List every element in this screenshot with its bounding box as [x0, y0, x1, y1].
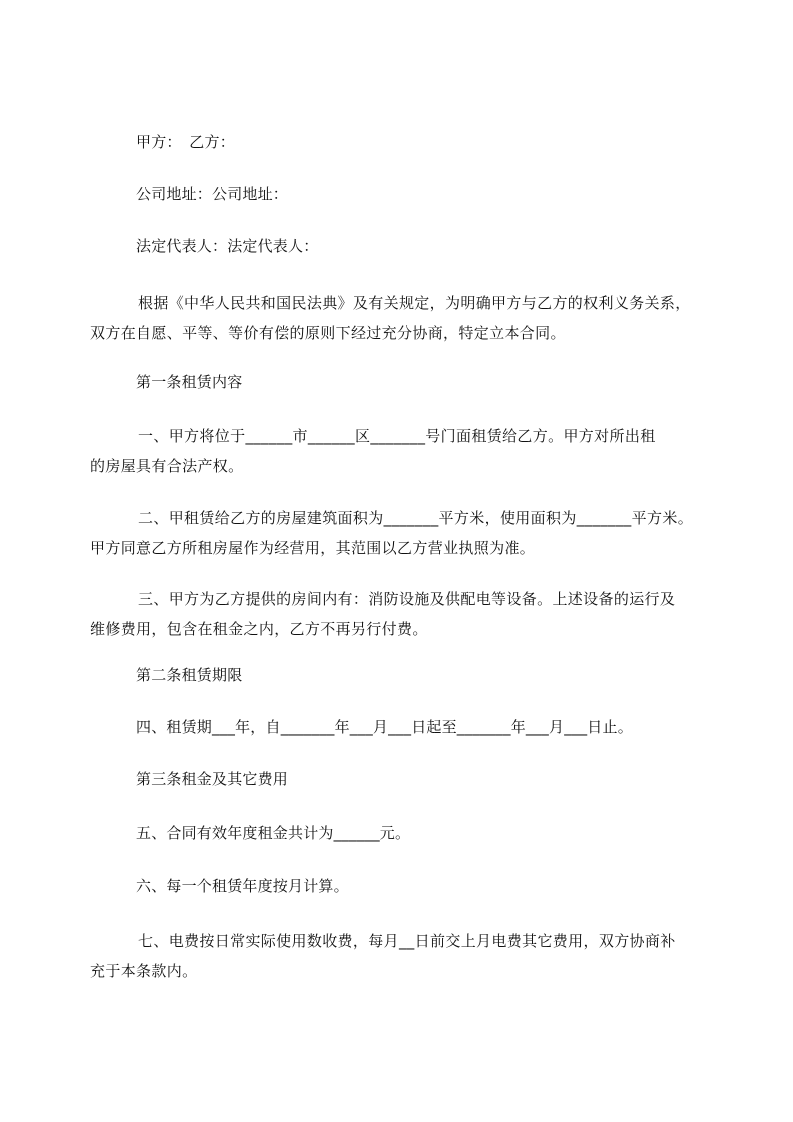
clause-1-paragraph [90, 421, 710, 481]
preamble-line-2: 双方在自愿、平等、等价有偿的原则下经过充分协商，特定立本合同。 [90, 324, 566, 342]
party-line: 甲方： 乙方： [136, 133, 235, 151]
legal-representative-line: 法定代表人：法定代表人： [136, 237, 319, 255]
clause-7-line-2: 充于本条款内。 [90, 962, 198, 980]
clause-2-line-2: 甲方同意乙方所租房屋作为经营用，其范围以乙方营业执照为准。 [90, 539, 536, 557]
clause-7-line-1: 七、电费按日常实际使用数收费，每月__日前交上月电费其它费用，双方协商补 [138, 932, 676, 950]
article-1-title: 第一条租赁内容 [136, 373, 243, 391]
company-address-line: 公司地址：公司地址： [136, 185, 289, 203]
preamble-line-1: 根据《中华人民共和国民法典》及有关规定，为明确甲方与乙方的权利义务关系， [138, 294, 691, 312]
clause-2-line-1: 二、甲租赁给乙方的房屋建筑面积为_______平方米，使用面积为_______平方米。 [138, 509, 694, 527]
clause-7-paragraph [90, 926, 710, 986]
clause-1-line-2: 的房屋具有合法产权。 [90, 457, 244, 475]
clause-2-paragraph [90, 503, 710, 563]
clause-3-paragraph [90, 584, 710, 644]
clause-1-line-1: 一、甲方将位于______市______区_______号门面租赁给乙方。甲方对所出租 [138, 427, 656, 445]
clause-3-line-1: 三、甲方为乙方提供的房间内有：消防设施及供配电等设备。上述设备的运行及 [138, 590, 676, 608]
article-2-title: 第二条租赁期限 [136, 666, 243, 684]
clause-5-line: 五、合同有效年度租金共计为______元。 [136, 824, 411, 842]
preamble-paragraph [90, 288, 710, 348]
article-3-title: 第三条租金及其它费用 [136, 770, 289, 788]
clause-4-line: 四、租赁期___年，自_______年___月___日起至_______年___月___日止。 [136, 718, 633, 736]
clause-6-line: 六、每一个租赁年度按月计算。 [136, 877, 349, 895]
clause-3-line-2: 维修费用，包含在租金之内，乙方不再另行付费。 [90, 620, 428, 638]
